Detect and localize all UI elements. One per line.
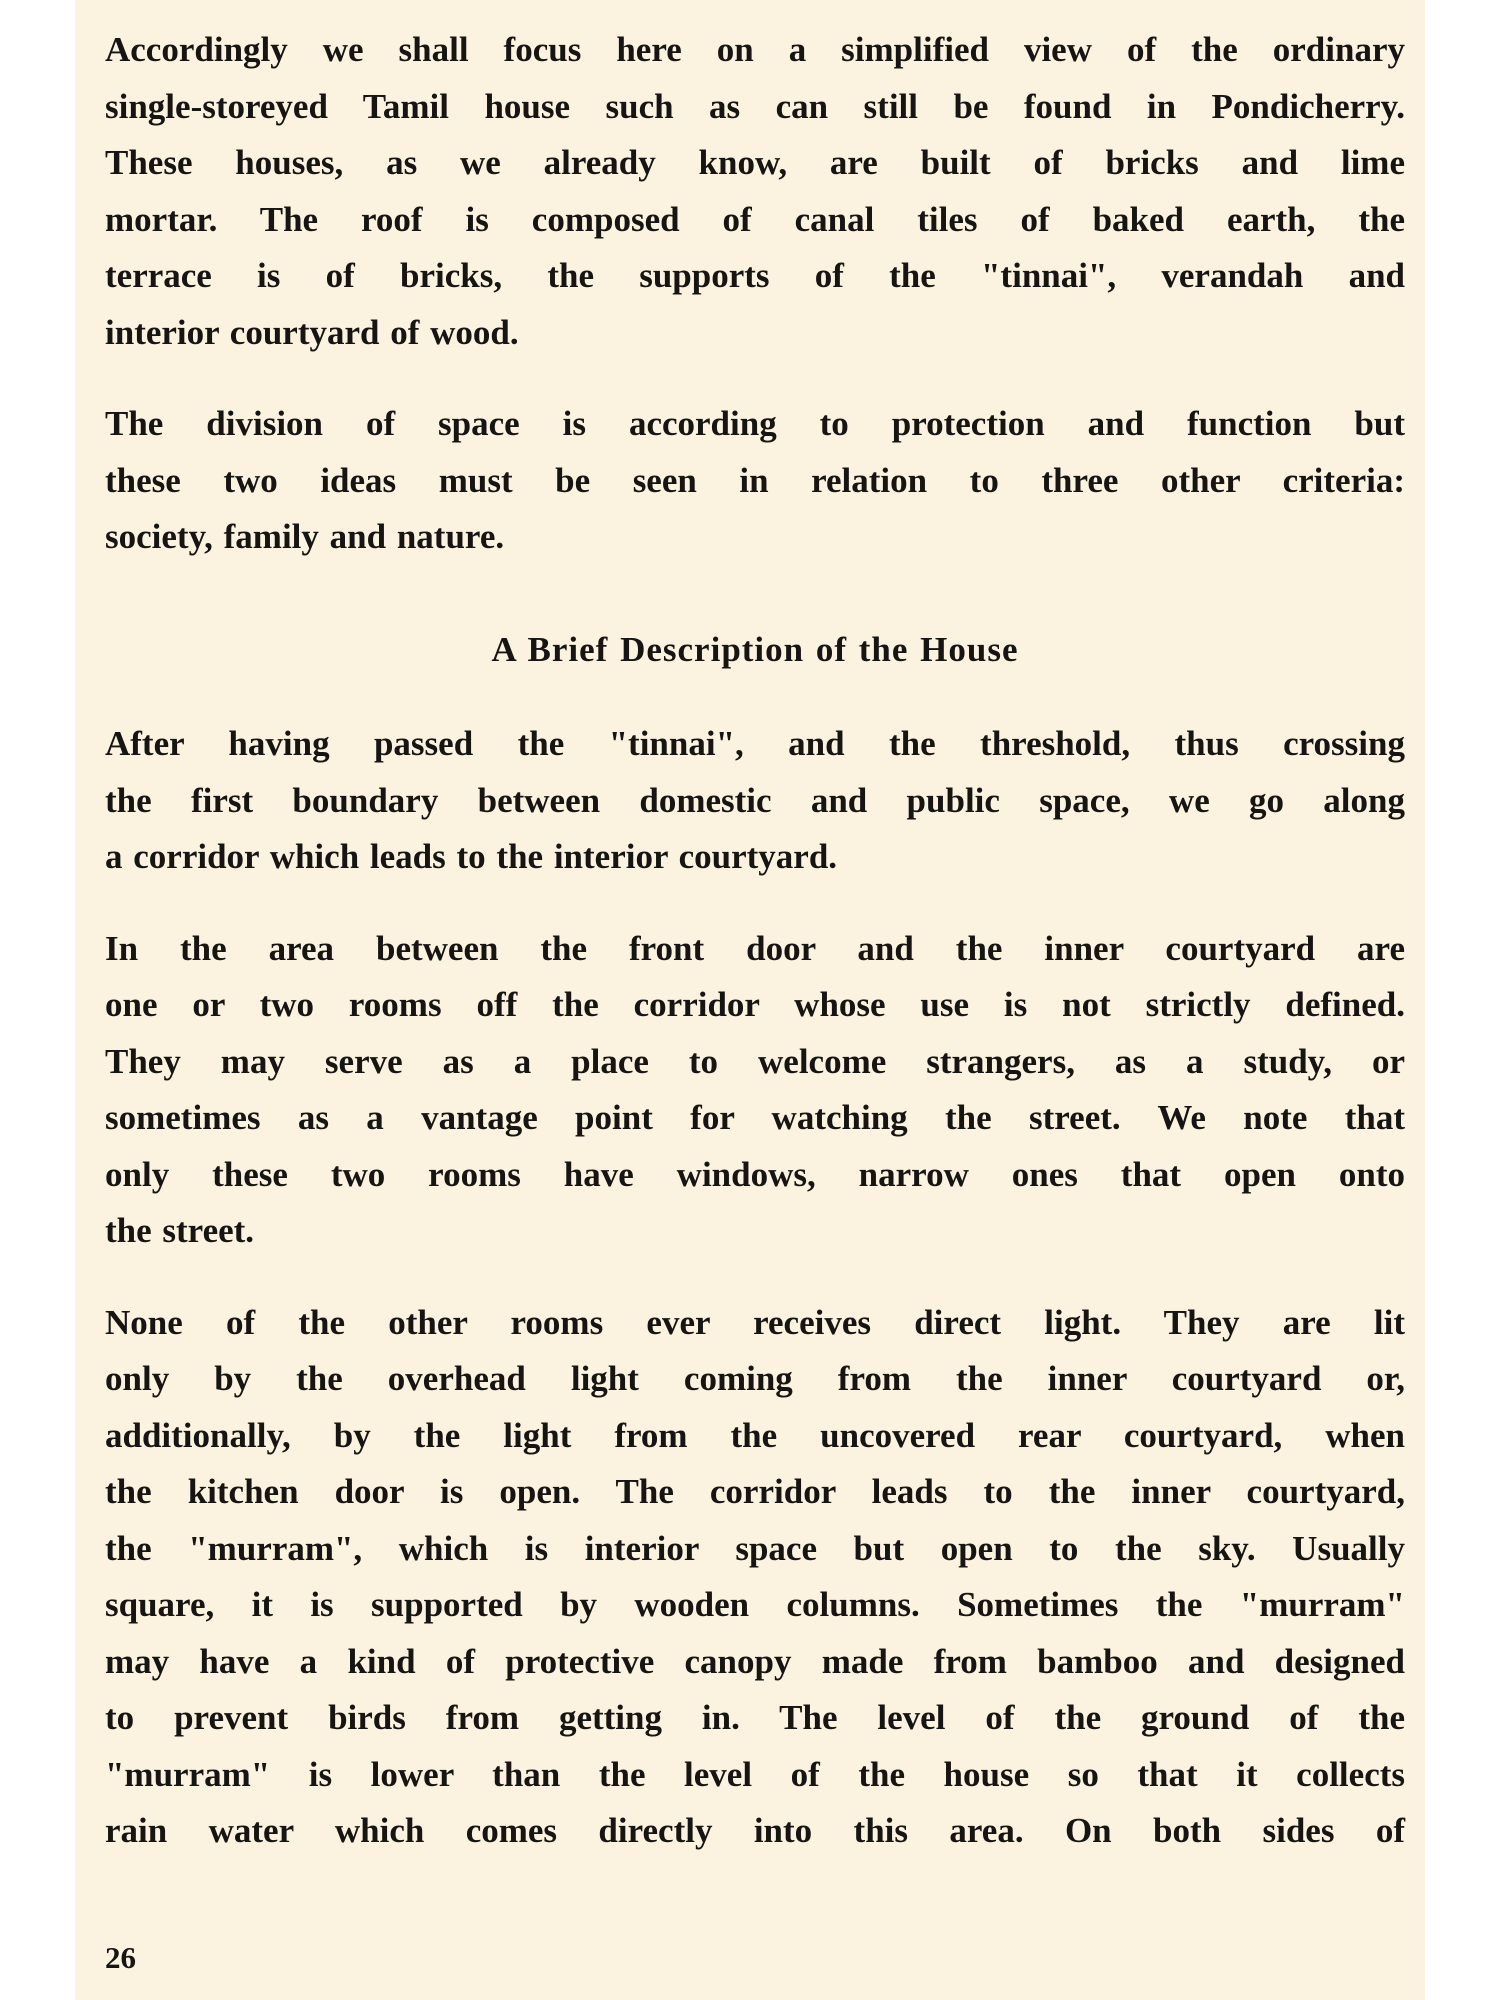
book-page	[75, 0, 1425, 2000]
text-line: rain water which comes directly into this area. On both sides of	[105, 1811, 1405, 1850]
text-line: After having passed the "tinnai", and the threshold, thus crossing	[105, 724, 1405, 763]
text-line: the first boundary between domestic and public space, we go along	[105, 780, 1405, 820]
text-line: terrace is of bricks, the supports of the "tinnai", verandah and	[105, 256, 1405, 295]
text-line: They may serve as a place to welcome strangers, as a study, or	[105, 1041, 1405, 1081]
body-text	[105, 22, 1405, 1895]
text-line: only these two rooms have windows, narrow ones that open onto	[105, 1154, 1405, 1194]
paragraph-4	[105, 921, 1405, 1260]
text-line: The division of space is according to protection and function but	[105, 404, 1405, 443]
text-line: these two ideas must be seen in relation to three other criteria:	[105, 460, 1405, 500]
text-line: the "murram", which is interior space but open to the sky. Usually	[105, 1528, 1405, 1568]
text-line: interior courtyard of wood.	[105, 312, 519, 352]
text-line: a corridor which leads to the interior courtyard.	[105, 837, 838, 876]
text-line: square, it is supported by wooden columns. Sometimes the "murram"	[105, 1585, 1405, 1624]
text-line: In the area between the front door and the inner courtyard are	[105, 928, 1405, 968]
paragraph-2	[105, 396, 1405, 566]
paragraph-3	[105, 716, 1405, 886]
text-line: Accordingly we shall focus here on a simplified view of the ordinary	[105, 30, 1405, 69]
page-number: 26	[105, 1940, 136, 1975]
text-line: the street.	[105, 1211, 255, 1250]
text-line: None of the other rooms ever receives direct light. They are lit	[105, 1302, 1405, 1342]
text-line: only by the overhead light coming from the inner courtyard or,	[105, 1359, 1405, 1398]
section-heading: A Brief Description of the House	[491, 629, 1019, 669]
text-line: additionally, by the light from the uncovered rear courtyard, when	[105, 1415, 1405, 1455]
text-line: one or two rooms off the corridor whose use is not strictly defined.	[105, 985, 1405, 1024]
paragraph-5	[105, 1295, 1405, 1860]
text-line: mortar. The roof is composed of canal tiles of baked earth, the	[105, 199, 1405, 239]
text-line: These houses, as we already know, are built of bricks and lime	[105, 143, 1405, 182]
paragraph-1	[105, 22, 1405, 361]
text-line: "murram" is lower than the level of the house so that it collects	[105, 1754, 1405, 1794]
text-line: may have a kind of protective canopy made from bamboo and designed	[105, 1641, 1405, 1681]
text-line: to prevent birds from getting in. The level of the ground of the	[105, 1698, 1405, 1737]
text-line: society, family and nature.	[105, 517, 505, 556]
text-line: sometimes as a vantage point for watching the street. We note that	[105, 1098, 1405, 1137]
text-line: the kitchen door is open. The corridor leads to the inner courtyard,	[105, 1472, 1405, 1511]
text-line: single-storeyed Tamil house such as can still be found in Pondicherry.	[105, 86, 1405, 126]
